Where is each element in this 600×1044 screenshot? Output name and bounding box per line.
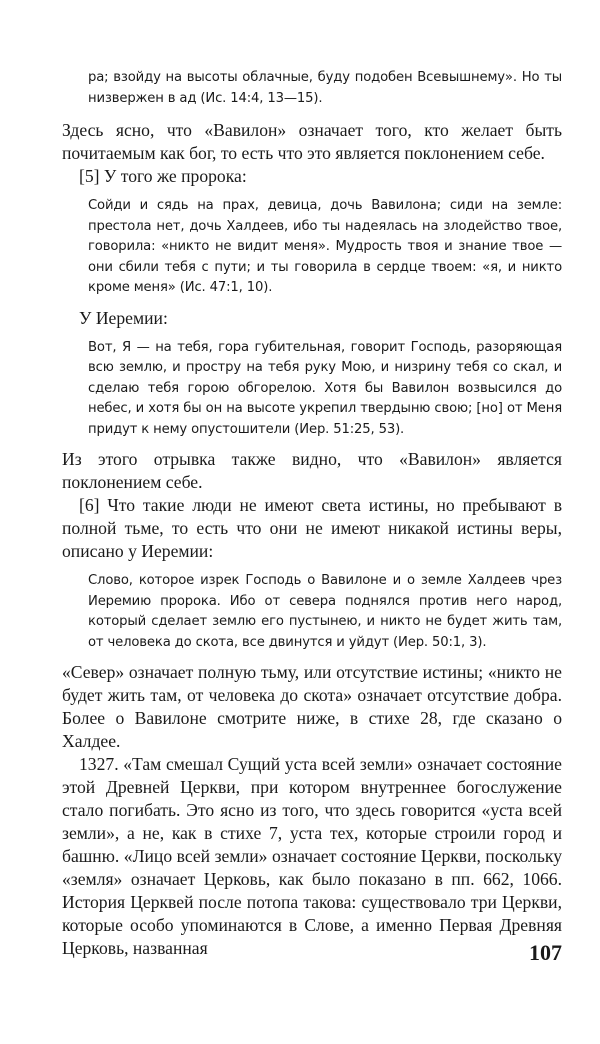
quotation-isaiah-14: ра; взойду на высоты облачные, буду подобен Всевышнему». Но ты низвержен в ад (Ис. 14:4, 13—15). — [88, 70, 562, 106]
page-number: 107 — [529, 940, 562, 965]
paragraph-jeremiah-intro: У Иеремии: — [79, 307, 168, 328]
page-content — [62, 68, 562, 960]
quotation-jeremiah-50: Слово, которое изрек Господь о Вавилоне и о земле Халдеев чрез Иеремию пророка. Ибо от севера поднялся против него народ, который сделает землю его пустынею, и никто не будет жить там, от человека до скота, все двинутся и уйдут (Иер. 50:1, 3). — [88, 573, 562, 650]
paragraph-babylon-meaning: Здесь ясно, что «Вавилон» означает того, кто желает быть почитаемым как бог, то есть что это является поклонением себе. — [62, 120, 562, 163]
paragraph-north-meaning: «Север» означает полную тьму, или отсутствие истины; «никто не будет жить там, от человека до скота» означает отсутствие добра. Более о Вавилоне смотрите ниже, в стихе 28, где сказано о Халдее. — [62, 662, 562, 751]
paragraph-same-prophet: [5] У того же пророка: — [79, 166, 247, 186]
quotation-jeremiah-51: Вот, Я — на тебя, гора губительная, говорит Господь, разоряющая всю землю, и простру на тебя руку Мою, и низрину тебя со скал, и сделаю тебя горою обгорелою. Хотя бы Вавилон возвысился до небес, и хотя бы он на высоте укрепил твердыню свою; [но] от Меня придут к нему опустошители (Иер. 51:25, 53). — [88, 339, 562, 437]
paragraph-1327: 1327. «Там смешал Сущий уста всей земли» означает состояние этой Древней Церкви, при котором внутреннее богослужение стало погибать. Это ясно из того, что здесь говорится «уста всей земли», а не, как в стихе 7, уста тех, которые строили город и башню. «Лицо всей земли» означает состояние Церкви, поскольку «земля» означает Церковь, как было показано в пп. 662, 1066. История Церквей после потопа такова: существовало три Церкви, которые особо упоминаются в Слове, а именно Первая Древняя Церковь, названная — [62, 754, 562, 958]
paragraph-darkness: [6] Что такие люди не имеют света истины, но пребывают в полной тьме, то есть что они не имеют никакой истины веры, описано у Иеремии: — [62, 495, 562, 561]
paragraph-self-worship: Из этого отрывка также видно, что «Вавилон» является поклонением себе. — [62, 449, 562, 492]
quotation-isaiah-47: Сойди и сядь на прах, девица, дочь Вавилона; сиди на земле: престола нет, дочь Халдеев, ибо ты надеялась на злодейство твое, говорила: «никто не видит меня». Мудрость твоя и знание твое — они сбили тебя с пути; и ты говорила в сердце твоем: «я, и никто кроме меня» (Ис. 47:1, 10). — [88, 198, 562, 295]
